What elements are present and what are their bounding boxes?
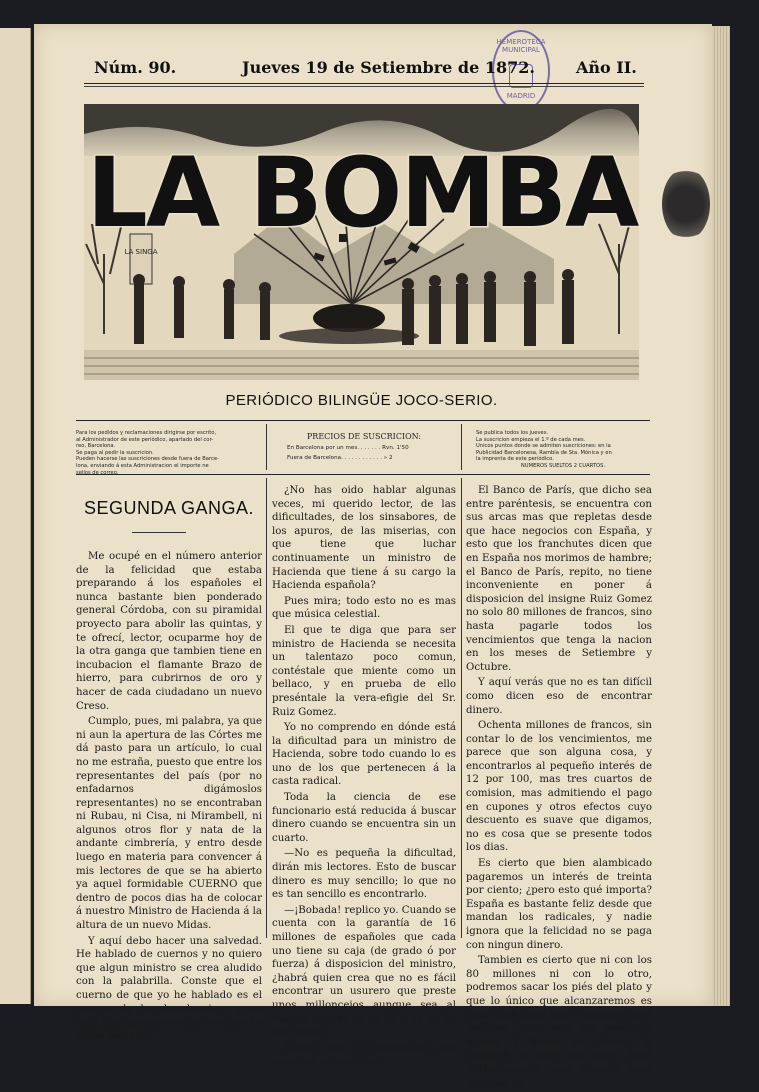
paragraph: Cumplo, pues, mi palabra, ya que ni aun la apertura de las Córtes me dá pasto para un artículo, lo cual no me estraña, puesto que entre los representantes del país (por no enfadarnos digámoslos representantes) no se encontraban ni Rubau, ni Cisa, ni Mirambell, ni algunos otros flor y nata de la andante cimbrería, y entro desde luego en materia para convencer á mis lectores de que se ha abierto ya aquel formidable CUERNO que dentro de pocos dias ha de colocar á nuestro Ministro de Hacienda á la altura de un nuevo Midas.	[76, 716, 262, 932]
paragraph: Y aquí verás que no es tan difícil como dicen eso de encontrar dinero.	[466, 677, 652, 716]
subscription-info	[76, 424, 650, 476]
issue-year: Año II.	[576, 58, 637, 77]
newspaper-subtitle: PERIÓDICO BILINGÜE JOCO-SERIO.	[225, 392, 498, 409]
issue-number: Núm. 90.	[94, 58, 177, 77]
paragraph: —No es pequeña la dificultad, dirán mis lectores. Esto de buscar dinero es muy sencillo; lo que no es tan sencillo es encontrarlo.	[272, 848, 456, 901]
ordering-note: sellos de correo.	[76, 469, 119, 476]
ordering-note: Se paga al pedir la suscricion.	[76, 449, 154, 456]
ordering-note: lona, enviando á esta Administracion el importe ne	[76, 462, 209, 469]
bomb-crater	[279, 328, 419, 344]
paragraph: Me ocupé en el número anterior de la felicidad que estaba preparando á los españoles el nunca bastante bien ponderado general Córdoba, con su piramidal proyecto para abolir las quintas, y te ofrecí, lector, ocuparme hoy de la otra ganga que tambien tiene en incubacion el flamante Brazo de hierro, para cubrirnos de oro y hacer de cada ciudadano un nuevo Creso.	[76, 551, 262, 712]
publication-note: Se publica todos los jueves.	[476, 430, 549, 436]
paragraph: El Banco de París, que dicho sea entre paréntesis, se encuentra con sus arcas mas que repletas desde que hace negocios con España, y esto que los franchutes dicen que en España nos morimos de hambre; el Banco de París, repito, no tiene inconveniente en poner á disposicion del insigne Ruiz Gomez no solo 80 millones de francos, sino hasta pagarle todos los vencimientos que tenga la nacion en los meses de Setiembre y Octubre.	[466, 485, 652, 673]
ordering-note: al Administrador de este periódico, apartado del cor-	[76, 436, 214, 443]
column-divider	[461, 478, 462, 938]
seal-text-bottom: MADRID	[506, 92, 536, 100]
paragraph: El que te diga que para ser ministro de Hacienda se necesita un talentazo poco comun, contéstale que miente como un bellaco, y en prueba de ello preséntale la vera-efigie del Sr. Ruiz Gomez.	[272, 624, 456, 718]
masthead-rule-thin	[84, 86, 644, 87]
article-column-3	[466, 484, 652, 1092]
publication-note: la imprenta de este periódico.	[476, 456, 554, 463]
paragraph: Y aquí debo hacer una salvedad. He hablado de cuernos y no quiero que algun ministro se crea aludido con la palabrilla. Conste que el cuerno de que yo he hablado es el cuerno de la abundancia... y no digo mas, porque me parece que he dicho bastante.	[76, 935, 262, 1042]
paragraph: Ochenta millones de francos, sin contar lo de los vencimientos, me parece que son alguna cosa, y encontrarlos al pequeño interés de 12 por 100, mas tres cuartos de comision, mas admitiendo el pago en cupones y otros efectos cuyo descuento es suave que digamos, no es cosa que se presente todos los dias.	[466, 720, 652, 854]
prices-heading: PRECIOS DE SUSCRICION:	[306, 432, 422, 441]
paragraph: Pues mira; todo esto no es mas que música celestial.	[272, 595, 456, 621]
article-title-rule	[132, 532, 186, 533]
ordering-note: Pueden hacerse las suscriciones desde fuera de Barce-	[76, 456, 219, 463]
publication-note: Publicidad Barcelonesa, Rambla de Sta. Mónica y en	[476, 449, 612, 456]
publication-note: Unicos puntos donde se admiten suscriciones: en la	[476, 443, 611, 450]
paragraph: Yo no comprendo en dónde está la dificultad para un ministro de Hacienda, sobre todo cuando lo es uno de los que pertenecen á la casta radical.	[272, 722, 456, 788]
article-column-1	[76, 550, 262, 1045]
paragraph: Tambien es cierto que ni con los 80 millones ni con lo otro, podremos sacar los piés del plato y que lo único que alcanzaremos es tener pan para hoy y hambre para mañana, pero esto no preocupa mucho á Brazo de hierro: la cuestion es salir del paso. Sabe perfectamente que cuando esos millones se	[466, 955, 652, 1089]
info-bottom-rule	[76, 474, 650, 475]
ink-stamp-mark	[662, 168, 710, 240]
loose-issue-price: NUMEROS SUELTOS 2 CUARTOS.	[520, 462, 606, 469]
bomb-casing	[313, 304, 385, 332]
paragraph: Es cierto que bien alambicado pagaremos un interés de treinta por ciento; ¿pero esto qué importa? España es bastante feliz desde que mandan los radicales, y nadie ignora que la felicidad no se paga con ningun dinero.	[466, 858, 652, 951]
seal-text-top: HEMEROTECA MUNICIPAL	[496, 38, 546, 54]
info-top-rule	[76, 420, 650, 421]
paragraph: —¡Bobada! replico yo. Cuando se cuenta con la garantía de 16 millones de españoles que cada uno tiene su caja (de grado ó por fuerza) á disposicion del ministro, ¿habrá quien crea que no es fácil encontrar un usurero que preste unos milloncejos aunque sea al módico interés de un 25 ó de un 30 por ciento?	[272, 904, 456, 1039]
newspaper-title: LA BOMBA	[86, 137, 638, 249]
paragraph: Dígalo sino el empréstito que tenemos en embrion.	[272, 1042, 456, 1068]
title-illustration	[84, 104, 639, 380]
article-title: SEGUNDA GANGA.	[83, 498, 255, 518]
price-row: Fuera de Barcelona. . . . . . . . . . . . » 2	[287, 455, 393, 461]
publication-note: La suscricion empieza el 1.º de cada mes.	[476, 436, 586, 443]
ordering-note: Para los pedidos y reclamaciones dirigirse por escrito,	[76, 430, 217, 436]
paragraph: Toda la ciencia de ese funcionario está reducida á buscar dinero cuando se encuentra sin un cuarto.	[272, 792, 456, 844]
masthead-rule	[84, 83, 644, 84]
paragraph: ¿No has oido hablar algunas veces, mi querido lector, de las dificultades, de los sinsabores, de los apuros, de las miserias, con que tiene que luchar continuamente un ministro de Hacienda que tiene á su cargo la Hacienda española?	[272, 485, 456, 592]
ordering-notes	[76, 430, 264, 476]
page-stack-edge	[712, 26, 730, 1006]
street-sign-text: LA SINGA	[124, 248, 158, 256]
illustration-ground	[84, 350, 639, 380]
subscription-prices	[266, 424, 462, 470]
publication-notes	[476, 430, 650, 470]
previous-page-edge	[0, 28, 31, 1004]
article-column-2	[272, 484, 456, 1071]
column-divider	[266, 478, 267, 938]
issue-date: Jueves 19 de Setiembre de 1872.	[242, 58, 535, 77]
ordering-note: reo, Barcelona.	[76, 443, 116, 450]
price-row: En Barcelona por un mes. . . . . . . Rvn. 1'50	[287, 445, 409, 451]
